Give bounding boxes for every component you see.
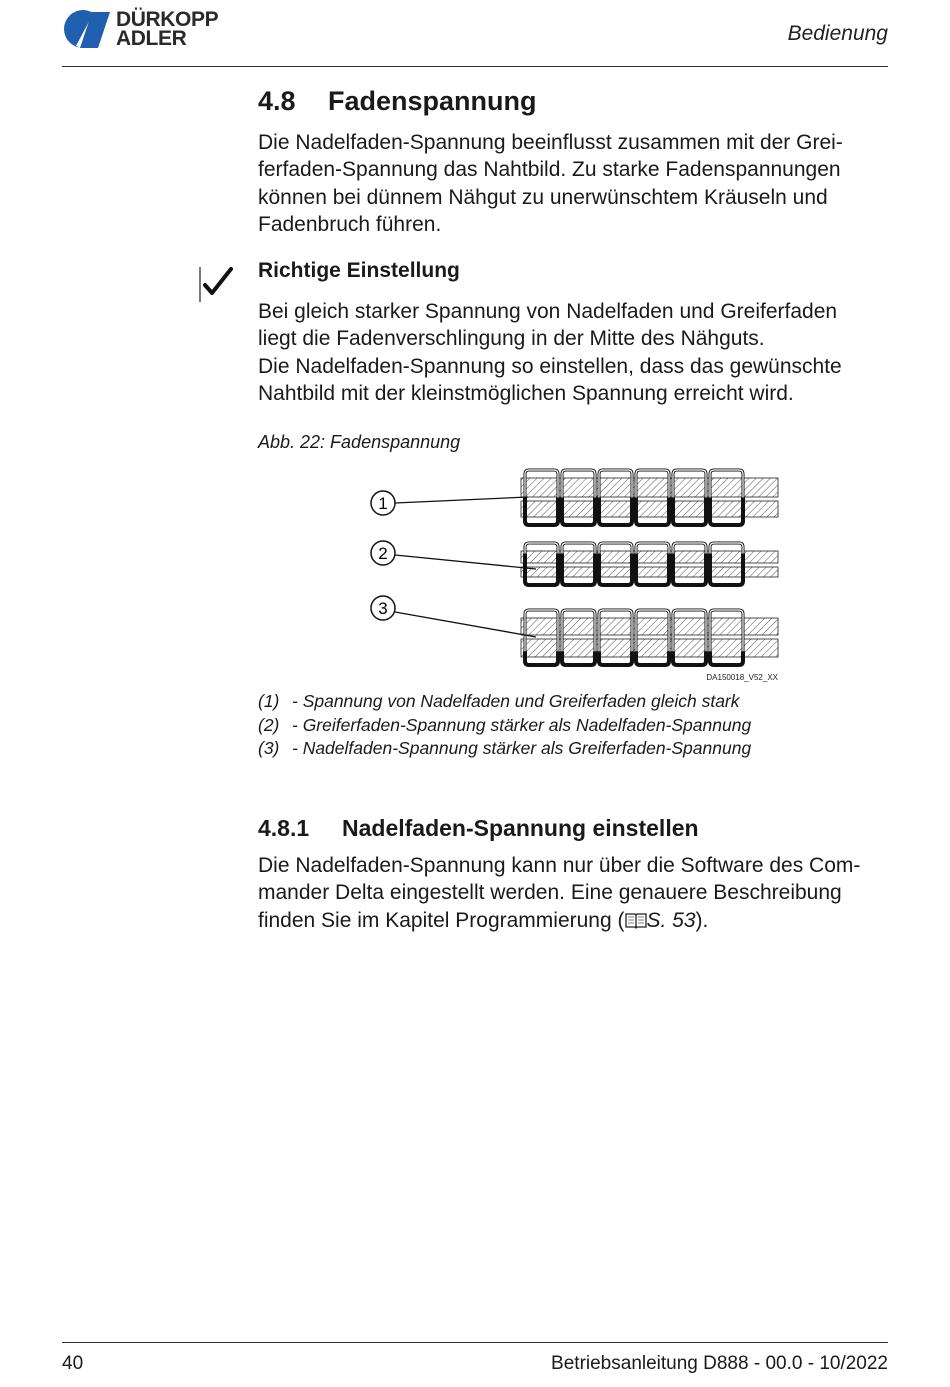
note-title: Richtige Einstellung	[258, 259, 460, 282]
note-line: liegt die Fadenverschlingung in der Mitte des Nähguts.	[258, 327, 765, 351]
section-heading	[258, 86, 537, 117]
header-rule	[62, 66, 888, 67]
page-number: 40	[62, 1353, 84, 1374]
legend-item	[258, 737, 751, 761]
document-reference: Betriebsanleitung D888 - 00.0 - 10/2022	[551, 1353, 888, 1374]
checkmark-icon	[199, 265, 235, 303]
intro-paragraph	[258, 129, 898, 238]
book-icon	[625, 911, 647, 929]
callout-label: 3	[378, 599, 388, 618]
thread-tension-figure	[366, 465, 786, 685]
callout-label: 1	[378, 494, 388, 513]
subsection-title: Nadelfaden-Spannung einstellen	[342, 815, 699, 841]
intro-line: Die Nadelfaden-Spannung beeinflusst zusammen mit der Grei-	[258, 131, 843, 154]
page-reference-link[interactable]: S. 53	[646, 908, 696, 932]
note-line: Nahtbild mit der kleinstmöglichen Spannung erreicht wird.	[258, 381, 794, 405]
brand-line-2: ADLER	[116, 27, 187, 50]
brand-line-1: DÜRKOPP	[116, 8, 219, 31]
legend-key: (2)	[258, 714, 280, 735]
note-line: Die Nadelfaden-Spannung so einstellen, dass das gewünschte	[258, 354, 842, 378]
callout-2	[371, 541, 536, 569]
legend-text: - Nadelfaden-Spannung stärker als Greiferfaden-Spannung	[292, 738, 752, 758]
section-number: 4.8	[258, 86, 296, 116]
body-text: ).	[695, 908, 709, 932]
body-text: finden Sie im Kapitel Programmierung (	[258, 908, 625, 932]
figure-caption: Abb. 22: Fadenspannung	[258, 432, 461, 452]
callout-label: 2	[378, 544, 388, 563]
legend-key: (3)	[258, 738, 280, 758]
body-line: Die Nadelfaden-Spannung kann nur über die Software des Com-	[258, 854, 861, 877]
intro-line: können bei dünnem Nähgut zu unerwünschtem Kräuseln und	[258, 185, 828, 209]
body-line: mander Delta eingestellt werden. Eine genauere Beschreibung	[258, 881, 842, 905]
running-header-section: Bedienung	[787, 22, 888, 45]
company-logo	[62, 8, 232, 50]
legend-text: - Greiferfaden-Spannung stärker als Nadelfaden-Spannung	[292, 714, 752, 735]
intro-line: Fadenbruch führen.	[258, 212, 442, 236]
stitch-row-2	[521, 543, 778, 585]
section-title: Fadenspannung	[328, 86, 537, 116]
body-line	[258, 907, 898, 934]
brand-name	[116, 10, 218, 48]
footer-rule	[62, 1342, 888, 1343]
callout-1	[371, 491, 528, 515]
subsection-number: 4.8.1	[258, 815, 310, 841]
subsection-paragraph	[258, 852, 898, 934]
note-line: Bei gleich starker Spannung von Nadelfaden und Greiferfaden	[258, 300, 838, 323]
logo-mark-icon	[62, 8, 114, 50]
stitch-row-3	[521, 610, 778, 665]
note-body	[258, 298, 898, 407]
callout-3	[371, 596, 536, 637]
stitch-row-1	[521, 470, 778, 525]
figure-legend	[258, 690, 751, 761]
intro-line: ferfaden-Spannung das Nahtbild. Zu starke Fadenspannungen	[258, 158, 841, 182]
legend-key: (1)	[258, 691, 280, 711]
legend-item	[258, 714, 751, 738]
legend-text: - Spannung von Nadelfaden und Greiferfaden gleich stark	[292, 691, 740, 711]
subsection-heading	[258, 815, 699, 842]
legend-item	[258, 690, 751, 714]
figure-code: DA150018_V52_XX	[706, 673, 778, 682]
